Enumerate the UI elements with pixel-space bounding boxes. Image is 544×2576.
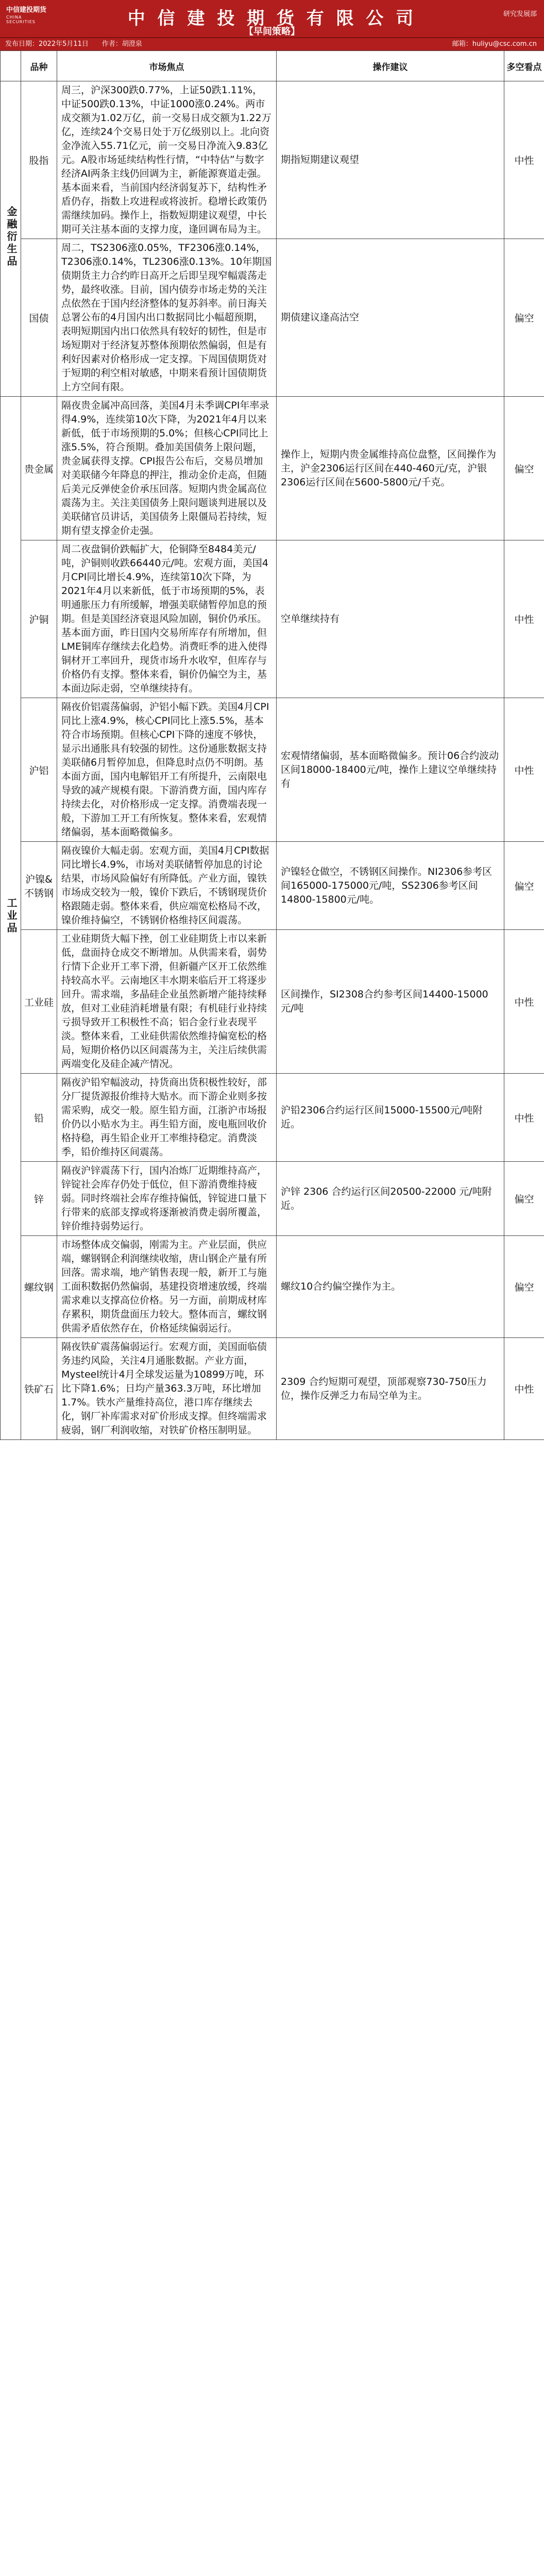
- advice-cell: 空单继续持有: [277, 540, 504, 698]
- variety-cell: 铅: [21, 1074, 57, 1162]
- advice-cell: 沪铅2306合约运行区间15000-15500元/吨附近。: [277, 1074, 504, 1162]
- header-focus: 市场焦点: [57, 51, 277, 81]
- market-focus-cell: 工业硅期货大幅下挫，创工业硅期货上市以来新低，盘面持仓成交不断增加。从供需来看，弱势行情下企业开工率下滑，但新疆产区开工依然维持较高水平。云南地区丰水期来临后开工将逐步回升。需求端，多晶硅企业虽然新增产能持续释放，但对工业硅消耗增量有限；有机硅行业持续亏损导致开工积极性不高；铝合金行业表现平淡。整体来看，工业硅供需依然维持偏宽松的格局，短期价格仍以区间震荡为主，关注后续供需两端变化及硅企减产情况。: [57, 930, 277, 1074]
- market-focus-cell: 隔夜铁矿震荡偏弱运行。宏观方面，美国面临债务违约风险，关注4月通胀数据。产业方面，Mysteel统计4月全球发运量为10899万吨，环比下降1.6%；日均产量363.3万吨，环比增加1.7%。铁水产量维持高位，港口库存继续去化，钢厂补库需求对矿价形成支撑。但终端需求疲弱，钢厂利润收缩，对铁矿价格压制明显。: [57, 1338, 277, 1440]
- category-label: 金融衍生品: [5, 206, 18, 268]
- strategy-table: [0, 50, 544, 1440]
- market-focus-cell: 周二夜盘铜价跌幅扩大，伦铜降至8484美元/吨，沪铜则收跌66440元/吨。宏观方面，美国4月CPI同比增长4.9%，连续第10次下降，为2021年4月以来新低，低于市场预期的5%，表明通胀压力有所缓解，增强美联储暂停加息的预期。但是美国经济衰退风险加剧，铜价仍承压。基本面方面，昨日国内交易所库存有所增加，但LME铜库存继续去化趋势。消费旺季的进入使得铜材开工率回升，现货市场升水收窄，但库存与价格仍有支撑。整体来看，铜价仍偏空为主，基本面边际走弱，空单继续持有。: [57, 540, 277, 698]
- advice-cell: 期指短期建议观望: [277, 81, 504, 239]
- logo-subtext: CHINA SECURITIES: [6, 15, 36, 24]
- advice-cell: 期债建议逢高沽空: [277, 239, 504, 397]
- view-cell: 中性: [504, 81, 544, 239]
- table-row: [1, 930, 544, 1074]
- variety-cell: 锌: [21, 1162, 57, 1236]
- info-bar: [0, 37, 544, 50]
- variety-cell: 股指: [21, 81, 57, 239]
- author-email: 邮箱：huliyu@csc.com.cn: [452, 40, 537, 48]
- market-focus-cell: 周二，TS2306涨0.05%，TF2306涨0.14%，T2306涨0.14%，TL2306涨0.13%。10年期国债期货主力合约昨日高开之后即呈现窄幅震荡走势，最终收涨。目前，国内债券市场走势的关注点依然在于国内经济整体的复苏斜率。前日海关总署公布的4月国内出口数据同比小幅超预期，表明短期国内出口依然具有较好的韧性，但是市场短期对于经济复苏整体预期依然偏弱，但是有利好因素对价格形成一定支撑。下周国债期货对于短期的利空相对敏感，中期来看预计国债期货上方空间有限。: [57, 239, 277, 397]
- market-focus-cell: 隔夜沪锌震荡下行，国内冶炼厂近期维持高产，锌锭社会库存仍处于低位，但下游消费维持疲弱。同时终端社会库存维持偏低，锌锭进口量下行带来的底部支撑或将逐渐被消费走弱所覆盖，锌价维持弱势运行。: [57, 1162, 277, 1236]
- table-row: [1, 81, 544, 239]
- variety-cell: 工业硅: [21, 930, 57, 1074]
- view-cell: 偏空: [504, 842, 544, 930]
- company-name: 中 信 建 投 期 货 有 限 公 司: [127, 8, 417, 29]
- table-row: [1, 842, 544, 930]
- table-row: [1, 239, 544, 397]
- header-view: 多空看点: [504, 51, 544, 81]
- view-cell: 偏空: [504, 1236, 544, 1338]
- table-row: [1, 698, 544, 842]
- header-category: [1, 51, 21, 81]
- view-cell: 偏空: [504, 397, 544, 540]
- report-tag: 【早间策略】: [244, 26, 300, 37]
- variety-cell: 贵金属: [21, 397, 57, 540]
- table-row: [1, 1162, 544, 1236]
- view-cell: 中性: [504, 698, 544, 842]
- department-label: 研究发展部: [503, 10, 537, 18]
- advice-cell: 区间操作，SI2308合约参考区间14400-15000元/吨: [277, 930, 504, 1074]
- variety-cell: 沪镍&不锈钢: [21, 842, 57, 930]
- view-cell: 偏空: [504, 1162, 544, 1236]
- header-variety: 品种: [21, 51, 57, 81]
- table-row: [1, 540, 544, 698]
- variety-cell: 沪铝: [21, 698, 57, 842]
- advice-cell: 操作上，短期内贵金属维持高位盘整，区间操作为主，沪金2306运行区间在440-460元/克，沪银2306运行区间在5600-5800元/千克。: [277, 397, 504, 540]
- variety-cell: 铁矿石: [21, 1338, 57, 1440]
- variety-cell: 国债: [21, 239, 57, 397]
- market-focus-cell: 隔夜沪铅窄幅波动，持货商出货积极性较好，部分厂提货源报价维持大贴水。而下游企业则多按需采购，成交一般。原生铅方面，江浙沪市场报价仍以小贴水为主。再生铅方面，废电瓶回收价格持稳，再生铅企业开工率维持稳定。消费淡季，铅价维持区间震荡。: [57, 1074, 277, 1162]
- logo-text: 中信建投期货: [6, 6, 47, 14]
- market-focus-cell: 隔夜贵金属冲高回落，美国4月未季调CPI年率录得4.9%，连续第10次下降，为2021年4月以来新低，低于市场预期的5.0%；但核心CPI同比上涨5.5%，符合预期。叠加美国债务上限问题，贵金属获得支撑。CPI报告公布后，交易员增加对美联储今年降息的押注，推动金价走高，但随后美元反弹使金价承压回落。短期内贵金属高位震荡为主。关注美国债务上限问题谈判进展以及美联储官员讲话，美国债务上限僵局若持续，短期有望支撑金价走强。: [57, 397, 277, 540]
- report-header: [0, 0, 544, 37]
- market-focus-cell: 市场整体成交偏弱，刚需为主。产业层面，供应端，螺钢钢企利润继续收缩，唐山钢企产量有所回落。需求端，地产销售表现一般，新开工与施工面积数据仍然偏弱，基建投资增速放缓，终端需求难以支撑高位价格。另一方面，前期成材库存累积，期货盘面压力较大。整体而言，螺纹钢供需矛盾依然存在，价格延续偏弱运行。: [57, 1236, 277, 1338]
- view-cell: 中性: [504, 1074, 544, 1162]
- advice-cell: 宏观情绪偏弱，基本面略微偏多。预计06合约波动区间18000-18400元/吨，操作上建议空单继续持有: [277, 698, 504, 842]
- view-cell: 偏空: [504, 239, 544, 397]
- market-focus-cell: 隔夜镍价大幅走弱。宏观方面，美国4月CPI数据同比增长4.9%，市场对美联储暂停加息的讨论结果，市场风险偏好有所降低。产业方面，镍铁市场成交较为一般，镍价下跌后，不锈钢现货价格跟随走弱。整体来看，供应端宽松格局不改，镍价维持偏空，不锈钢价格维持区间震荡。: [57, 842, 277, 930]
- publish-info: 发布日期：2022年5月11日 作者：胡澄泉: [5, 40, 142, 48]
- table-header-row: [1, 51, 544, 81]
- view-cell: 中性: [504, 540, 544, 698]
- table-row: [1, 397, 544, 540]
- market-focus-cell: 周三，沪深300跌0.77%，上证50跌1.11%，中证500跌0.13%，中证1000涨0.24%。两市成交额为1.02万亿，前一交易日成交额为1.22万亿，连续24个交易日处于万亿级别以上。北向资金净流入55.71亿元，前一交易日净流入9.83亿元。A股市场延续结构性行情，“中特估”与数字经济AI两条主线仍回调为主，新能源赛道走强。基本面来看，当前国内经济弱复苏下，结构性矛盾仍存，指数上攻进程或将波折。稳增长政策仍需继续加码。操作上，指数短期建议观望，中长期可关注基本面的支撑力度，逢回调布局为主。: [57, 81, 277, 239]
- category-cell: [1, 81, 21, 397]
- category-label: 工业品: [5, 897, 18, 935]
- advice-cell: 沪锌 2306 合约运行区间20500-22000 元/吨附近。: [277, 1162, 504, 1236]
- table-row: [1, 1338, 544, 1440]
- table-body: [1, 81, 544, 1440]
- view-cell: 中性: [504, 930, 544, 1074]
- view-cell: 中性: [504, 1338, 544, 1440]
- table-row: [1, 1074, 544, 1162]
- header-advice: 操作建议: [277, 51, 504, 81]
- variety-cell: 螺纹钢: [21, 1236, 57, 1338]
- variety-cell: 沪铜: [21, 540, 57, 698]
- advice-cell: 螺纹10合约偏空操作为主。: [277, 1236, 504, 1338]
- market-focus-cell: 隔夜价铝震荡偏弱，沪铝小幅下跌。美国4月CPI同比上涨4.9%，核心CPI同比上涨5.5%，基本符合市场预期。但核心CPI下降的速度不够快，显示出通胀具有较强的韧性。这份通胀数据支持美联储6月暂停加息，但降息时点仍不明朗。基本面方面，国内电解铝开工有所提升，云南限电导致的减产规模有限。下游消费方面，国内库存持续去化，对价格形成一定支撑。消费端表现一般，下游加工开工有所恢复。整体来看，宏观情绪偏弱，基本面略微偏多。: [57, 698, 277, 842]
- advice-cell: 沪镍轻仓做空，不锈钢区间操作。NI2306参考区间165000-175000元/吨，SS2306参考区间14800-15800元/吨。: [277, 842, 504, 930]
- table-row: [1, 1236, 544, 1338]
- category-cell: [1, 397, 21, 1440]
- advice-cell: 2309 合约短期可观望，顶部观察730-750压力位，操作反弹乏力布局空单为主。: [277, 1338, 504, 1440]
